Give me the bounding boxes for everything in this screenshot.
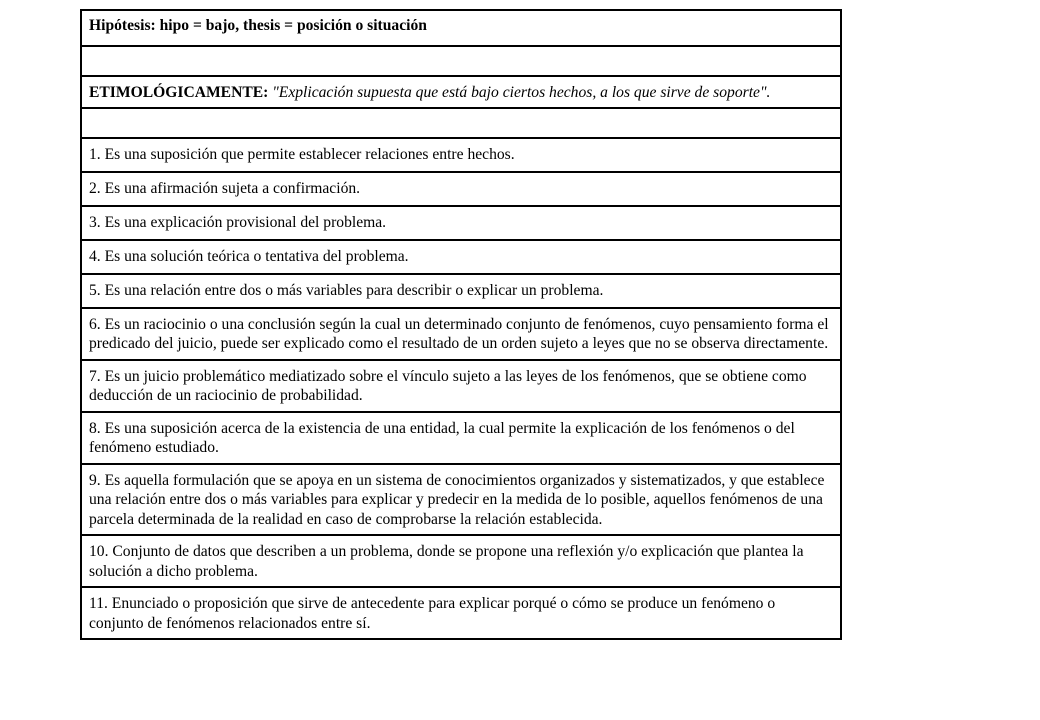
- table-title: Hipótesis: hipo = bajo, thesis = posición o situación: [89, 17, 427, 34]
- definition-row: [81, 535, 841, 587]
- definition-row: [81, 240, 841, 274]
- empty-cell: [81, 46, 841, 76]
- definition-text: 1. Es una suposición que permite establecer relaciones entre hechos.: [81, 138, 841, 172]
- definition-text: 9. Es aquella formulación que se apoya en un sistema de conocimientos organizados y sistematizados, y que establece una relación entre dos o más variables para explicar y predecir en la medida de lo posible, aquellos fenómenos de una parcela determinada de la realidad en caso de comprobarse la relación establecida.: [81, 464, 841, 536]
- empty-row: [81, 108, 841, 138]
- etymology-text: "Explicación supuesta que está bajo ciertos hechos, a los que sirve de soporte".: [272, 84, 771, 101]
- empty-row: [81, 46, 841, 76]
- empty-cell: [81, 108, 841, 138]
- definition-text: 11. Enunciado o proposición que sirve de antecedente para explicar porqué o cómo se produce un fenómeno o conjunto de fenómenos relacionados entre sí.: [81, 587, 841, 639]
- definition-text: 8. Es una suposición acerca de la existencia de una entidad, la cual permite la explicación de los fenómenos o del fenómeno estudiado.: [81, 412, 841, 464]
- definition-row: [81, 412, 841, 464]
- definition-text: 3. Es una explicación provisional del problema.: [81, 206, 841, 240]
- definition-row: [81, 308, 841, 360]
- definition-row: [81, 172, 841, 206]
- definition-row: [81, 360, 841, 412]
- title-row: [81, 10, 841, 46]
- definition-row: [81, 464, 841, 536]
- definition-text: 2. Es una afirmación sujeta a confirmación.: [81, 172, 841, 206]
- etymology-row: [81, 76, 841, 108]
- title-cell: [81, 10, 841, 46]
- definition-text: 6. Es un raciocinio o una conclusión según la cual un determinado conjunto de fenómenos, cuyo pensamiento forma el predicado del juicio, puede ser explicado como el resultado de un orden sujeto a leyes que no se observa directamente.: [81, 308, 841, 360]
- definition-text: 10. Conjunto de datos que describen a un problema, donde se propone una reflexión y/o explicación que plantea la solución a dicho problema.: [81, 535, 841, 587]
- etymology-cell: [81, 76, 841, 108]
- definition-text: 5. Es una relación entre dos o más variables para describir o explicar un problema.: [81, 274, 841, 308]
- definition-row: [81, 206, 841, 240]
- definition-row: [81, 274, 841, 308]
- definition-row: [81, 138, 841, 172]
- definition-row: [81, 587, 841, 639]
- definition-text: 7. Es un juicio problemático mediatizado sobre el vínculo sujeto a las leyes de los fenómenos, que se obtiene como deducción de un raciocinio de probabilidad.: [81, 360, 841, 412]
- hypothesis-table: [80, 9, 842, 640]
- definition-text: 4. Es una solución teórica o tentativa del problema.: [81, 240, 841, 274]
- etymology-label: ETIMOLÓGICAMENTE:: [89, 84, 269, 101]
